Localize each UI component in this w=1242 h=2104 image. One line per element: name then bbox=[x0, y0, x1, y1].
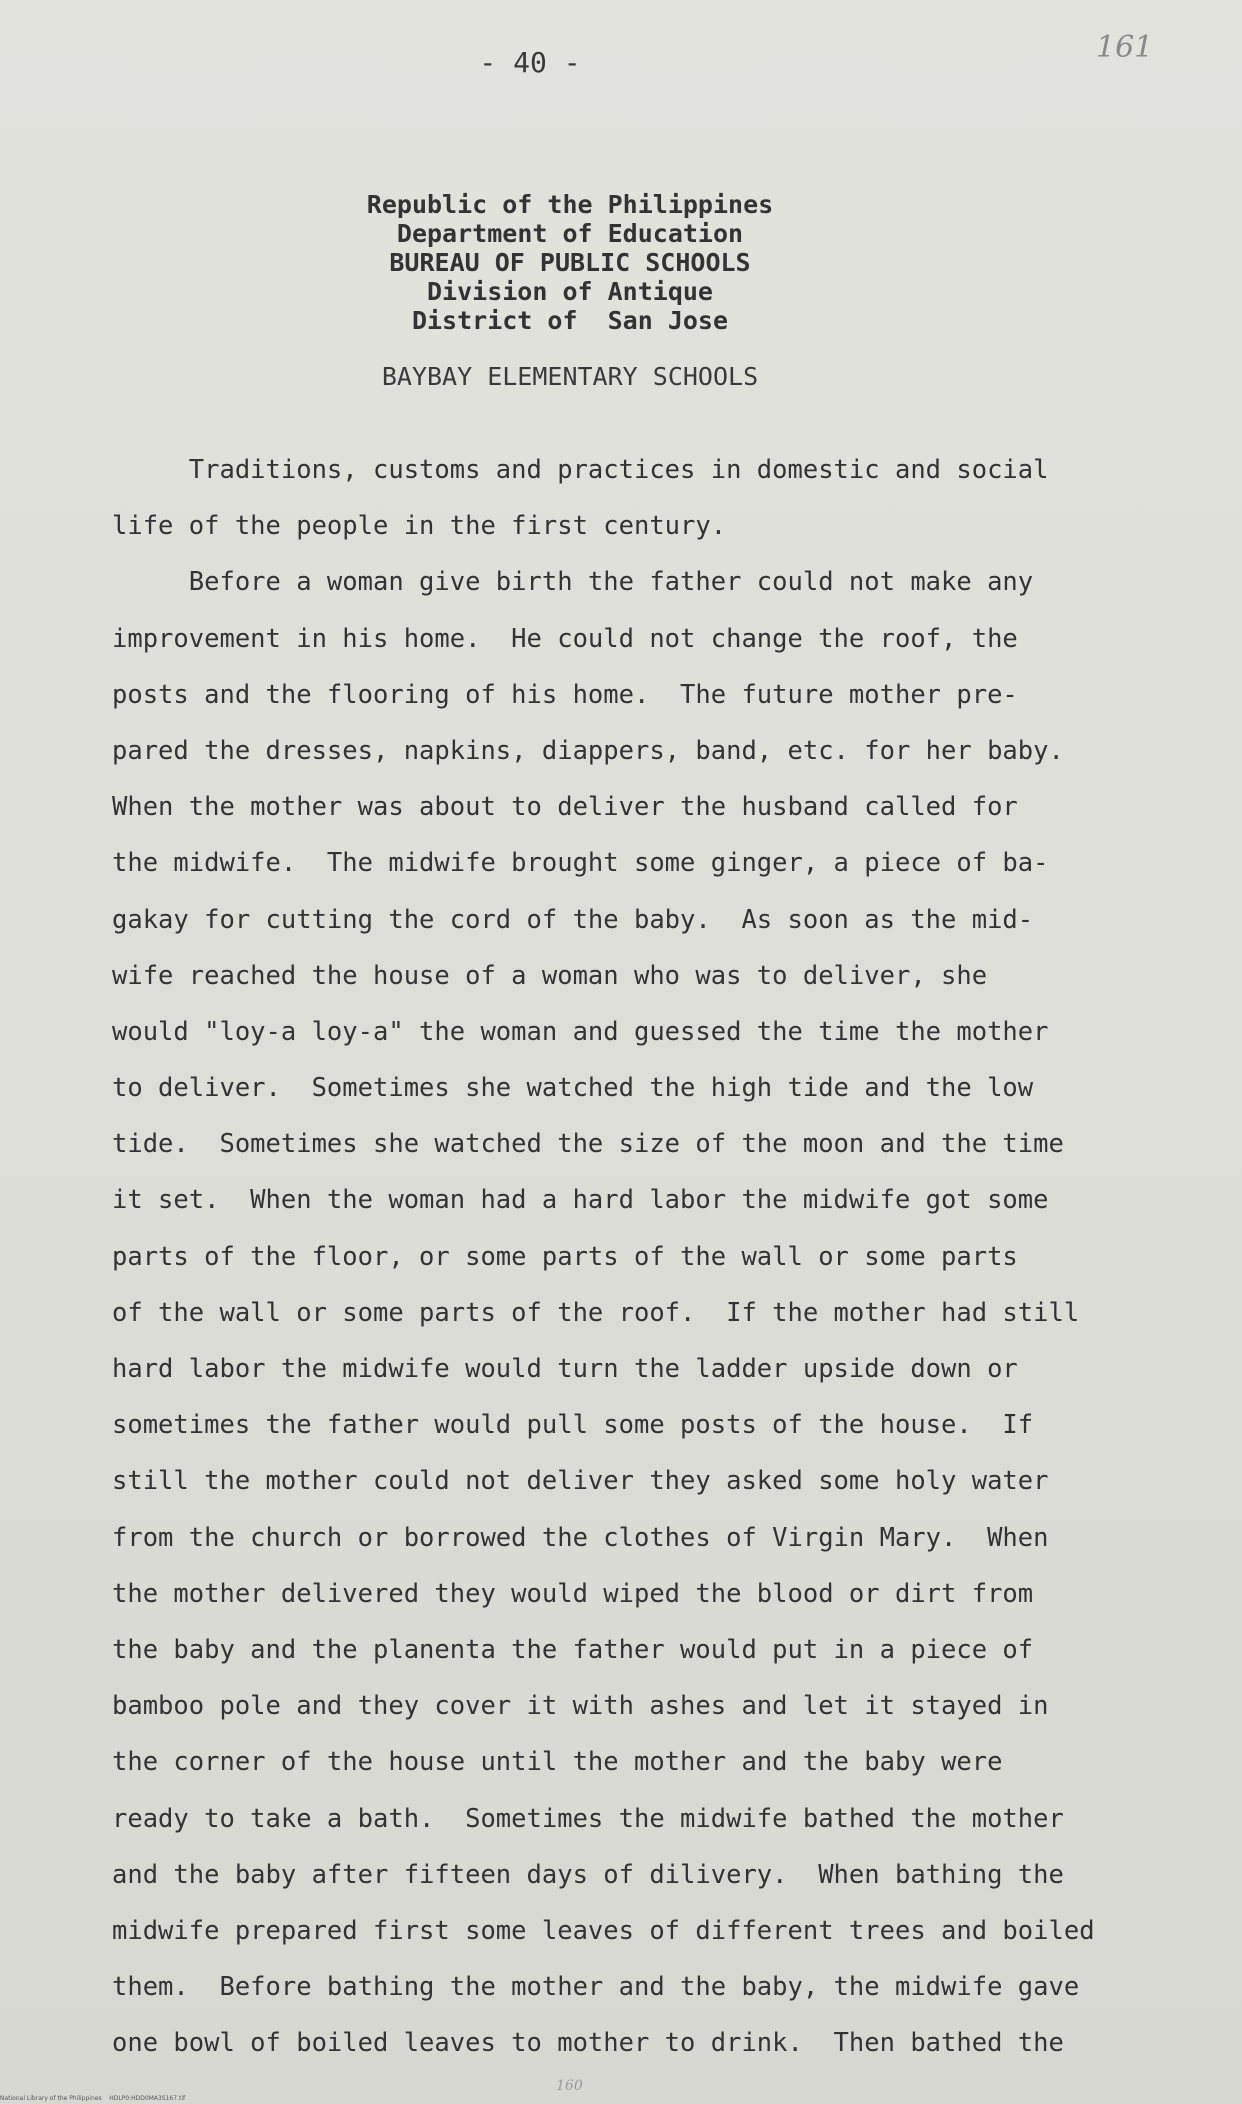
archive-number: 161 bbox=[1096, 30, 1154, 65]
body-line: Traditions, customs and practices in domestic and social bbox=[112, 455, 1049, 485]
page-number: - 40 - bbox=[479, 46, 581, 79]
body-line: the mother delivered they would wiped the blood or dirt from bbox=[112, 1578, 1034, 1609]
body-line: parts of the floor, or some parts of the wall or some parts bbox=[112, 1241, 1018, 1272]
body-line: wife reached the house of a woman who was to deliver, she bbox=[112, 960, 988, 991]
body-line: still the mother could not deliver they asked some holy water bbox=[112, 1466, 1049, 1497]
body-line: improvement in his home. He could not change the roof, the bbox=[112, 623, 1018, 654]
body-line: the midwife. The midwife brought some ginger, a piece of ba- bbox=[112, 848, 1049, 879]
bottom-mark: 160 bbox=[556, 2078, 583, 2094]
body-line: bamboo pole and they cover it with ashes and let it stayed in bbox=[112, 1691, 1049, 1722]
school-name: BAYBAY ELEMENTARY SCHOOLS bbox=[381, 362, 759, 391]
body-line: it set. When the woman had a hard labor the midwife got some bbox=[112, 1185, 1049, 1216]
body-line: hard labor the midwife would turn the ladder upside down or bbox=[112, 1354, 1018, 1384]
body-line: tide. Sometimes she watched the size of the moon and the time bbox=[112, 1129, 1064, 1160]
body-line: and the baby after fifteen days of dilivery. When bathing the bbox=[112, 1859, 1064, 1890]
footer-id: National Library of the Philippines HDLP0:HDD0MA3S167.tif bbox=[0, 2095, 186, 2102]
body-line: gakay for cutting the cord of the baby. As soon as the mid- bbox=[112, 904, 1034, 935]
body-line: one bowl of boiled leaves to mother to drink. Then bathed the bbox=[112, 2028, 1064, 2059]
body-line: the corner of the house until the mother and the baby were bbox=[112, 1747, 1003, 1778]
letterhead-line: District of San Jose bbox=[411, 306, 729, 335]
body-line: Before a woman give birth the father could not make any bbox=[112, 567, 1034, 598]
body-line: pared the dresses, napkins, diappers, band, etc. for her baby. bbox=[112, 735, 1064, 766]
body-line: of the wall or some parts of the roof. If the mother had still bbox=[112, 1297, 1080, 1328]
body-line: the baby and the planenta the father would put in a piece of bbox=[112, 1634, 1034, 1665]
body-line: would "loy-a loy-a" the woman and guessed the time the mother bbox=[112, 1016, 1049, 1047]
body-line: posts and the flooring of his home. The future mother pre- bbox=[112, 679, 1018, 710]
letterhead-line: Department of Education bbox=[396, 219, 744, 248]
body-line: midwife prepared first some leaves of different trees and boiled bbox=[112, 1915, 1095, 1946]
letterhead-line: Republic of the Philippines bbox=[366, 190, 774, 219]
letterhead-line: BUREAU OF PUBLIC SCHOOLS bbox=[389, 248, 751, 277]
body-text bbox=[112, 442, 1192, 2071]
body-line: them. Before bathing the mother and the baby, the midwife gave bbox=[112, 1972, 1080, 2003]
body-line: sometimes the father would pull some posts of the house. If bbox=[112, 1410, 1034, 1441]
body-line: to deliver. Sometimes she watched the high tide and the low bbox=[112, 1073, 1034, 1104]
body-line: ready to take a bath. Sometimes the midwife bathed the mother bbox=[112, 1803, 1064, 1834]
body-line: When the mother was about to deliver the husband called for bbox=[112, 792, 1018, 823]
body-line: from the church or borrowed the clothes of Virgin Mary. When bbox=[112, 1522, 1049, 1553]
body-line: life of the people in the first century. bbox=[112, 511, 727, 542]
letterhead bbox=[0, 190, 1140, 335]
letterhead-line: Division of Antique bbox=[427, 277, 713, 306]
